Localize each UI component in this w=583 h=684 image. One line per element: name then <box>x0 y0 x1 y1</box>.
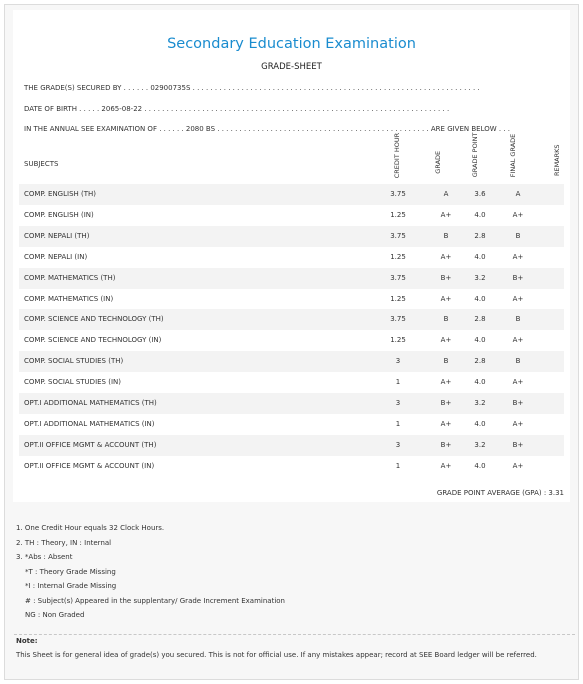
grade-point-cell: 4.0 <box>474 210 486 219</box>
header-subjects: SUBJECTS <box>24 160 59 168</box>
subject-cell: OPT.II OFFICE MGMT & ACCOUNT (TH) <box>24 440 157 449</box>
subject-cell: COMP. MATHEMATICS (IN) <box>24 294 114 303</box>
grade-point-cell: 2.8 <box>474 315 486 324</box>
header-credit-hour: CREDIT HOUR <box>392 132 401 179</box>
grade-point-cell: 3.6 <box>474 190 486 198</box>
credit-cell: 1.25 <box>390 252 406 261</box>
note-sub-item: # : Subject(s) Appeared in the supplentary/ Grade Increment Examination <box>25 596 285 605</box>
table-row <box>19 184 564 205</box>
note-sub-item: *I : Internal Grade Missing <box>25 582 117 590</box>
credit-cell: 3.75 <box>390 315 406 324</box>
grade-point-cell: 4.0 <box>474 336 486 345</box>
subject-cell: COMP. ENGLISH (TH) <box>24 190 96 198</box>
table-row <box>19 247 564 268</box>
credit-cell: 1 <box>395 378 401 387</box>
secured-by-line: THE GRADE(S) SECURED BY . . . . . . 02900735S . . . . . . . . . . . . . . . . . . . . . . . . . . . . . . . . . . . . . . . . . . . . . . . . . . . . . . . . . . . . . . . . . <box>24 84 480 92</box>
credit-cell: 1.25 <box>390 294 406 303</box>
gpa-line: GRADE POINT AVERAGE (GPA) : 3.31 <box>436 489 564 497</box>
credit-cell: 3 <box>395 399 401 407</box>
subject-cell: OPT.I ADDITIONAL MATHEMATICS (TH) <box>24 399 157 407</box>
credit-cell: 3.75 <box>390 190 406 198</box>
grade-cell: A+ <box>440 378 452 387</box>
final-grade-cell: A <box>515 190 521 198</box>
grade-point-cell: 3.2 <box>474 440 486 449</box>
grade-point-cell: 4.0 <box>474 461 486 470</box>
grade-sheet-panel <box>13 10 570 502</box>
final-grade-cell: A+ <box>512 294 524 303</box>
grade-cell: B <box>443 315 449 324</box>
grade-cell: B <box>443 357 449 366</box>
subject-cell: OPT.I ADDITIONAL MATHEMATICS (IN) <box>24 419 155 428</box>
credit-cell: 3.75 <box>390 273 406 282</box>
final-grade-cell: B <box>515 315 521 324</box>
grade-point-cell: 2.8 <box>474 231 486 240</box>
final-grade-cell: A+ <box>512 419 524 428</box>
header-grade-point: GRADE POINT <box>470 132 479 178</box>
table-row <box>19 268 564 289</box>
grade-point-cell: 4.0 <box>474 252 486 261</box>
credit-cell: 3 <box>395 357 401 366</box>
legend-notes <box>16 521 285 623</box>
subject-cell: COMP. SOCIAL STUDIES (TH) <box>24 357 124 366</box>
grade-cell: A+ <box>440 252 452 261</box>
grade-cell: B <box>443 231 449 240</box>
credit-cell: 1.25 <box>390 210 406 219</box>
note-item: 2. TH : Theory, IN : Internal <box>16 538 112 547</box>
subject-cell: COMP. SCIENCE AND TECHNOLOGY (IN) <box>24 336 162 345</box>
grade-sheet-frame <box>4 4 579 680</box>
note-item: 1. One Credit Hour equals 32 Clock Hours. <box>16 524 165 532</box>
grade-cell: B+ <box>440 440 452 449</box>
grade-cell: A+ <box>440 419 452 428</box>
grade-point-cell: 3.2 <box>474 399 486 407</box>
subject-cell: COMP. ENGLISH (IN) <box>24 210 94 219</box>
final-grade-cell: B+ <box>512 440 524 449</box>
final-grade-cell: B <box>515 231 521 240</box>
grade-cell: B+ <box>440 273 452 282</box>
table-row <box>19 289 564 310</box>
final-grade-cell: A+ <box>512 336 524 345</box>
subject-cell: COMP. NEPALI (TH) <box>24 231 90 240</box>
table-row <box>19 226 564 247</box>
subject-cell: COMP. SCIENCE AND TECHNOLOGY (TH) <box>24 315 164 324</box>
grade-point-cell: 3.2 <box>474 273 486 282</box>
disclaimer-text: This Sheet is for general idea of grade(s) you secured. This is not for official use. If any mistakes appear; record at SEE Board ledger will be referred. <box>16 651 537 659</box>
table-row <box>19 456 564 477</box>
final-grade-cell: A+ <box>512 252 524 261</box>
table-row <box>19 351 564 372</box>
header-grade: GRADE <box>433 150 442 174</box>
final-grade-cell: B+ <box>512 273 524 282</box>
final-grade-cell: A+ <box>512 210 524 219</box>
sheet-subtitle: GRADE-SHEET <box>261 62 322 72</box>
table-row <box>19 309 564 330</box>
grade-cell: A+ <box>440 210 452 219</box>
header-final-grade: FINAL GRADE <box>508 133 517 178</box>
grade-cell: A <box>443 190 449 198</box>
grade-point-cell: 2.8 <box>474 357 486 366</box>
table-row <box>19 435 564 456</box>
credit-cell: 3.75 <box>390 231 406 240</box>
exam-line: IN THE ANNUAL SEE EXAMINATION OF . . . . . . 2080 BS . . . . . . . . . . . . . . . . . . . . . . . . . . . . . . . . . . . . . . . . . . . . . . . . ARE GIVEN BELOW . . . <box>24 125 511 133</box>
final-grade-cell: B <box>515 357 521 366</box>
credit-cell: 1 <box>395 419 401 428</box>
subject-cell: COMP. NEPALI (IN) <box>24 252 88 261</box>
grade-point-cell: 4.0 <box>474 419 486 428</box>
table-row <box>19 393 564 414</box>
table-row <box>19 414 564 435</box>
grade-cell: A+ <box>440 461 452 470</box>
grade-cell: A+ <box>440 336 452 345</box>
credit-cell: 1.25 <box>390 336 406 345</box>
note-sub-item: *T : Theory Grade Missing <box>25 567 116 576</box>
note-item: 3. *Abs : Absent <box>16 553 73 561</box>
final-grade-cell: A+ <box>512 461 524 470</box>
credit-cell: 1 <box>395 461 401 470</box>
grade-point-cell: 4.0 <box>474 294 486 303</box>
subject-cell: COMP. SOCIAL STUDIES (IN) <box>24 378 121 387</box>
subject-cell: OPT.II OFFICE MGMT & ACCOUNT (IN) <box>24 461 155 470</box>
final-grade-cell: A+ <box>512 378 524 387</box>
grade-cell: A+ <box>440 294 452 303</box>
grade-point-cell: 4.0 <box>474 378 486 387</box>
grade-cell: B+ <box>440 399 452 407</box>
table-row <box>19 205 564 226</box>
note-sub-item: NG : Non Graded <box>25 611 85 619</box>
final-grade-cell: B+ <box>512 399 524 407</box>
header-remarks: REMARKS <box>552 144 561 177</box>
note-label: Note: <box>16 637 38 645</box>
credit-cell: 3 <box>395 440 401 449</box>
table-row <box>19 330 564 351</box>
subject-cell: COMP. MATHEMATICS (TH) <box>24 273 116 282</box>
divider <box>14 634 575 635</box>
dob-line: DATE OF BIRTH . . . . . 2065-08-22 . . . . . . . . . . . . . . . . . . . . . . . . . . . . . . . . . . . . . . . . . . . . . . . . . . . . . . . . . . . . . . . . . . . . . <box>24 105 450 113</box>
page-title: Secondary Education Examination <box>167 36 416 52</box>
table-row <box>19 372 564 393</box>
